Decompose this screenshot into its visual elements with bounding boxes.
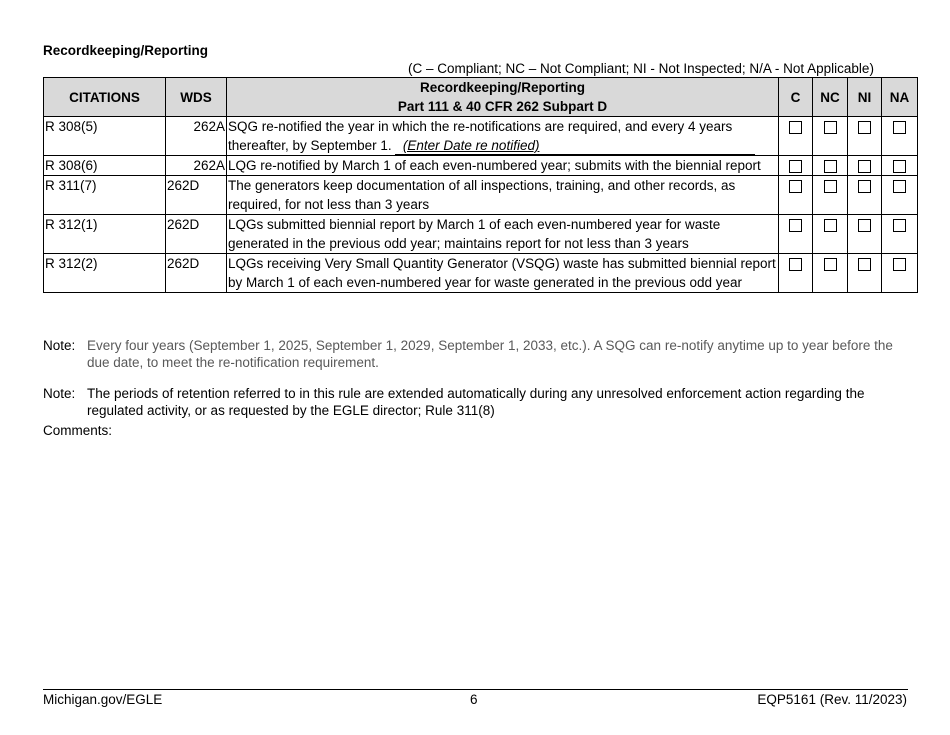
- note-text: The periods of retention referred to in this rule are extended automatically during any unresolved enforcement action regarding the regulated activity, or as requested by the EGLE director; Rule 311(8): [87, 386, 865, 418]
- nc-checkbox[interactable]: [824, 121, 837, 134]
- note-label: Note:: [43, 338, 76, 353]
- na-checkbox[interactable]: [893, 258, 906, 271]
- table-row: [44, 176, 918, 215]
- nc-checkbox[interactable]: [824, 160, 837, 173]
- footer-page-number: 6: [470, 692, 478, 707]
- na-checkbox[interactable]: [893, 121, 906, 134]
- ni-checkbox[interactable]: [858, 121, 871, 134]
- ni-checkbox[interactable]: [858, 219, 871, 232]
- requirement-header-subtitle: Part 111 & 40 CFR 262 Subpart D: [397, 99, 608, 114]
- table-header-row: [44, 78, 918, 117]
- ni-checkbox[interactable]: [858, 258, 871, 271]
- nc-checkbox[interactable]: [824, 180, 837, 193]
- ni-header: NI: [848, 78, 882, 117]
- requirement-cell: LQGs submitted biennial report by March 1 of each even-numbered year for waste generated in the previous odd year; maintains report for not less than 3 years: [227, 215, 779, 254]
- requirement-cell: The generators keep documentation of all inspections, training, and other records, as required, for not less than 3 years: [227, 176, 779, 215]
- requirement-text: SQG re-notified the year in which the re-notifications are required, and every 4 years thereafter, by September 1.: [228, 119, 733, 153]
- wds-header: WDS: [166, 78, 227, 117]
- wds-cell: 262A: [166, 117, 227, 156]
- requirement-cell: LQGs receiving Very Small Quantity Generator (VSQG) waste has submitted biennial report by March 1 of each even-numbered year for waste generated in the previous odd year: [227, 254, 779, 293]
- nc-header: NC: [813, 78, 848, 117]
- table-row: [44, 215, 918, 254]
- wds-cell: 262D: [166, 215, 227, 254]
- citation-cell: R 312(1): [44, 215, 166, 254]
- na-header: NA: [882, 78, 918, 117]
- table-row: [44, 254, 918, 293]
- nc-checkbox[interactable]: [824, 258, 837, 271]
- wds-cell: 262A: [166, 156, 227, 176]
- citation-cell: R 308(6): [44, 156, 166, 176]
- compliance-legend: (C – Compliant; NC – Not Compliant; NI - Not Inspected; N/A - Not Applicable): [408, 61, 874, 76]
- nc-checkbox[interactable]: [824, 219, 837, 232]
- note-renotification: [43, 337, 903, 371]
- note-retention: [43, 385, 903, 419]
- date-renotified-hint: (Enter Date re notified): [402, 138, 540, 153]
- comments-label: Comments:: [43, 423, 113, 438]
- note-label: Note:: [43, 386, 76, 401]
- table-row: [44, 156, 918, 176]
- c-checkbox[interactable]: [789, 258, 802, 271]
- citations-header: CITATIONS: [44, 78, 166, 117]
- requirement-cell: LQG re-notified by March 1 of each even-numbered year; submits with the biennial report: [227, 156, 779, 176]
- footer-form-id: EQP5161 (Rev. 11/2023): [757, 692, 907, 707]
- note-text: Every four years (September 1, 2025, September 1, 2029, September 1, 2033, etc.). A SQG can re-notify anytime up to year before the due date, to meet the re-notification requirement.: [87, 338, 893, 370]
- ni-checkbox[interactable]: [858, 160, 871, 173]
- c-checkbox[interactable]: [789, 219, 802, 232]
- requirement-cell: [227, 117, 779, 156]
- section-title: Recordkeeping/Reporting: [43, 43, 209, 58]
- citation-cell: R 311(7): [44, 176, 166, 215]
- na-checkbox[interactable]: [893, 160, 906, 173]
- c-checkbox[interactable]: [789, 180, 802, 193]
- requirement-header-title: Recordkeeping/Reporting: [419, 80, 586, 95]
- wds-cell: 262D: [166, 254, 227, 293]
- c-checkbox[interactable]: [789, 160, 802, 173]
- ni-checkbox[interactable]: [858, 180, 871, 193]
- footer-website: Michigan.gov/EGLE: [43, 692, 163, 707]
- recordkeeping-table: [43, 77, 918, 293]
- citation-cell: R 308(5): [44, 117, 166, 156]
- citation-cell: R 312(2): [44, 254, 166, 293]
- na-checkbox[interactable]: [893, 180, 906, 193]
- table-row: [44, 117, 918, 156]
- na-checkbox[interactable]: [893, 219, 906, 232]
- requirement-header: [227, 78, 779, 117]
- date-renotified-field[interactable]: [395, 137, 755, 155]
- c-checkbox[interactable]: [789, 121, 802, 134]
- c-header: C: [779, 78, 813, 117]
- footer-divider: [43, 689, 908, 690]
- wds-cell: 262D: [166, 176, 227, 215]
